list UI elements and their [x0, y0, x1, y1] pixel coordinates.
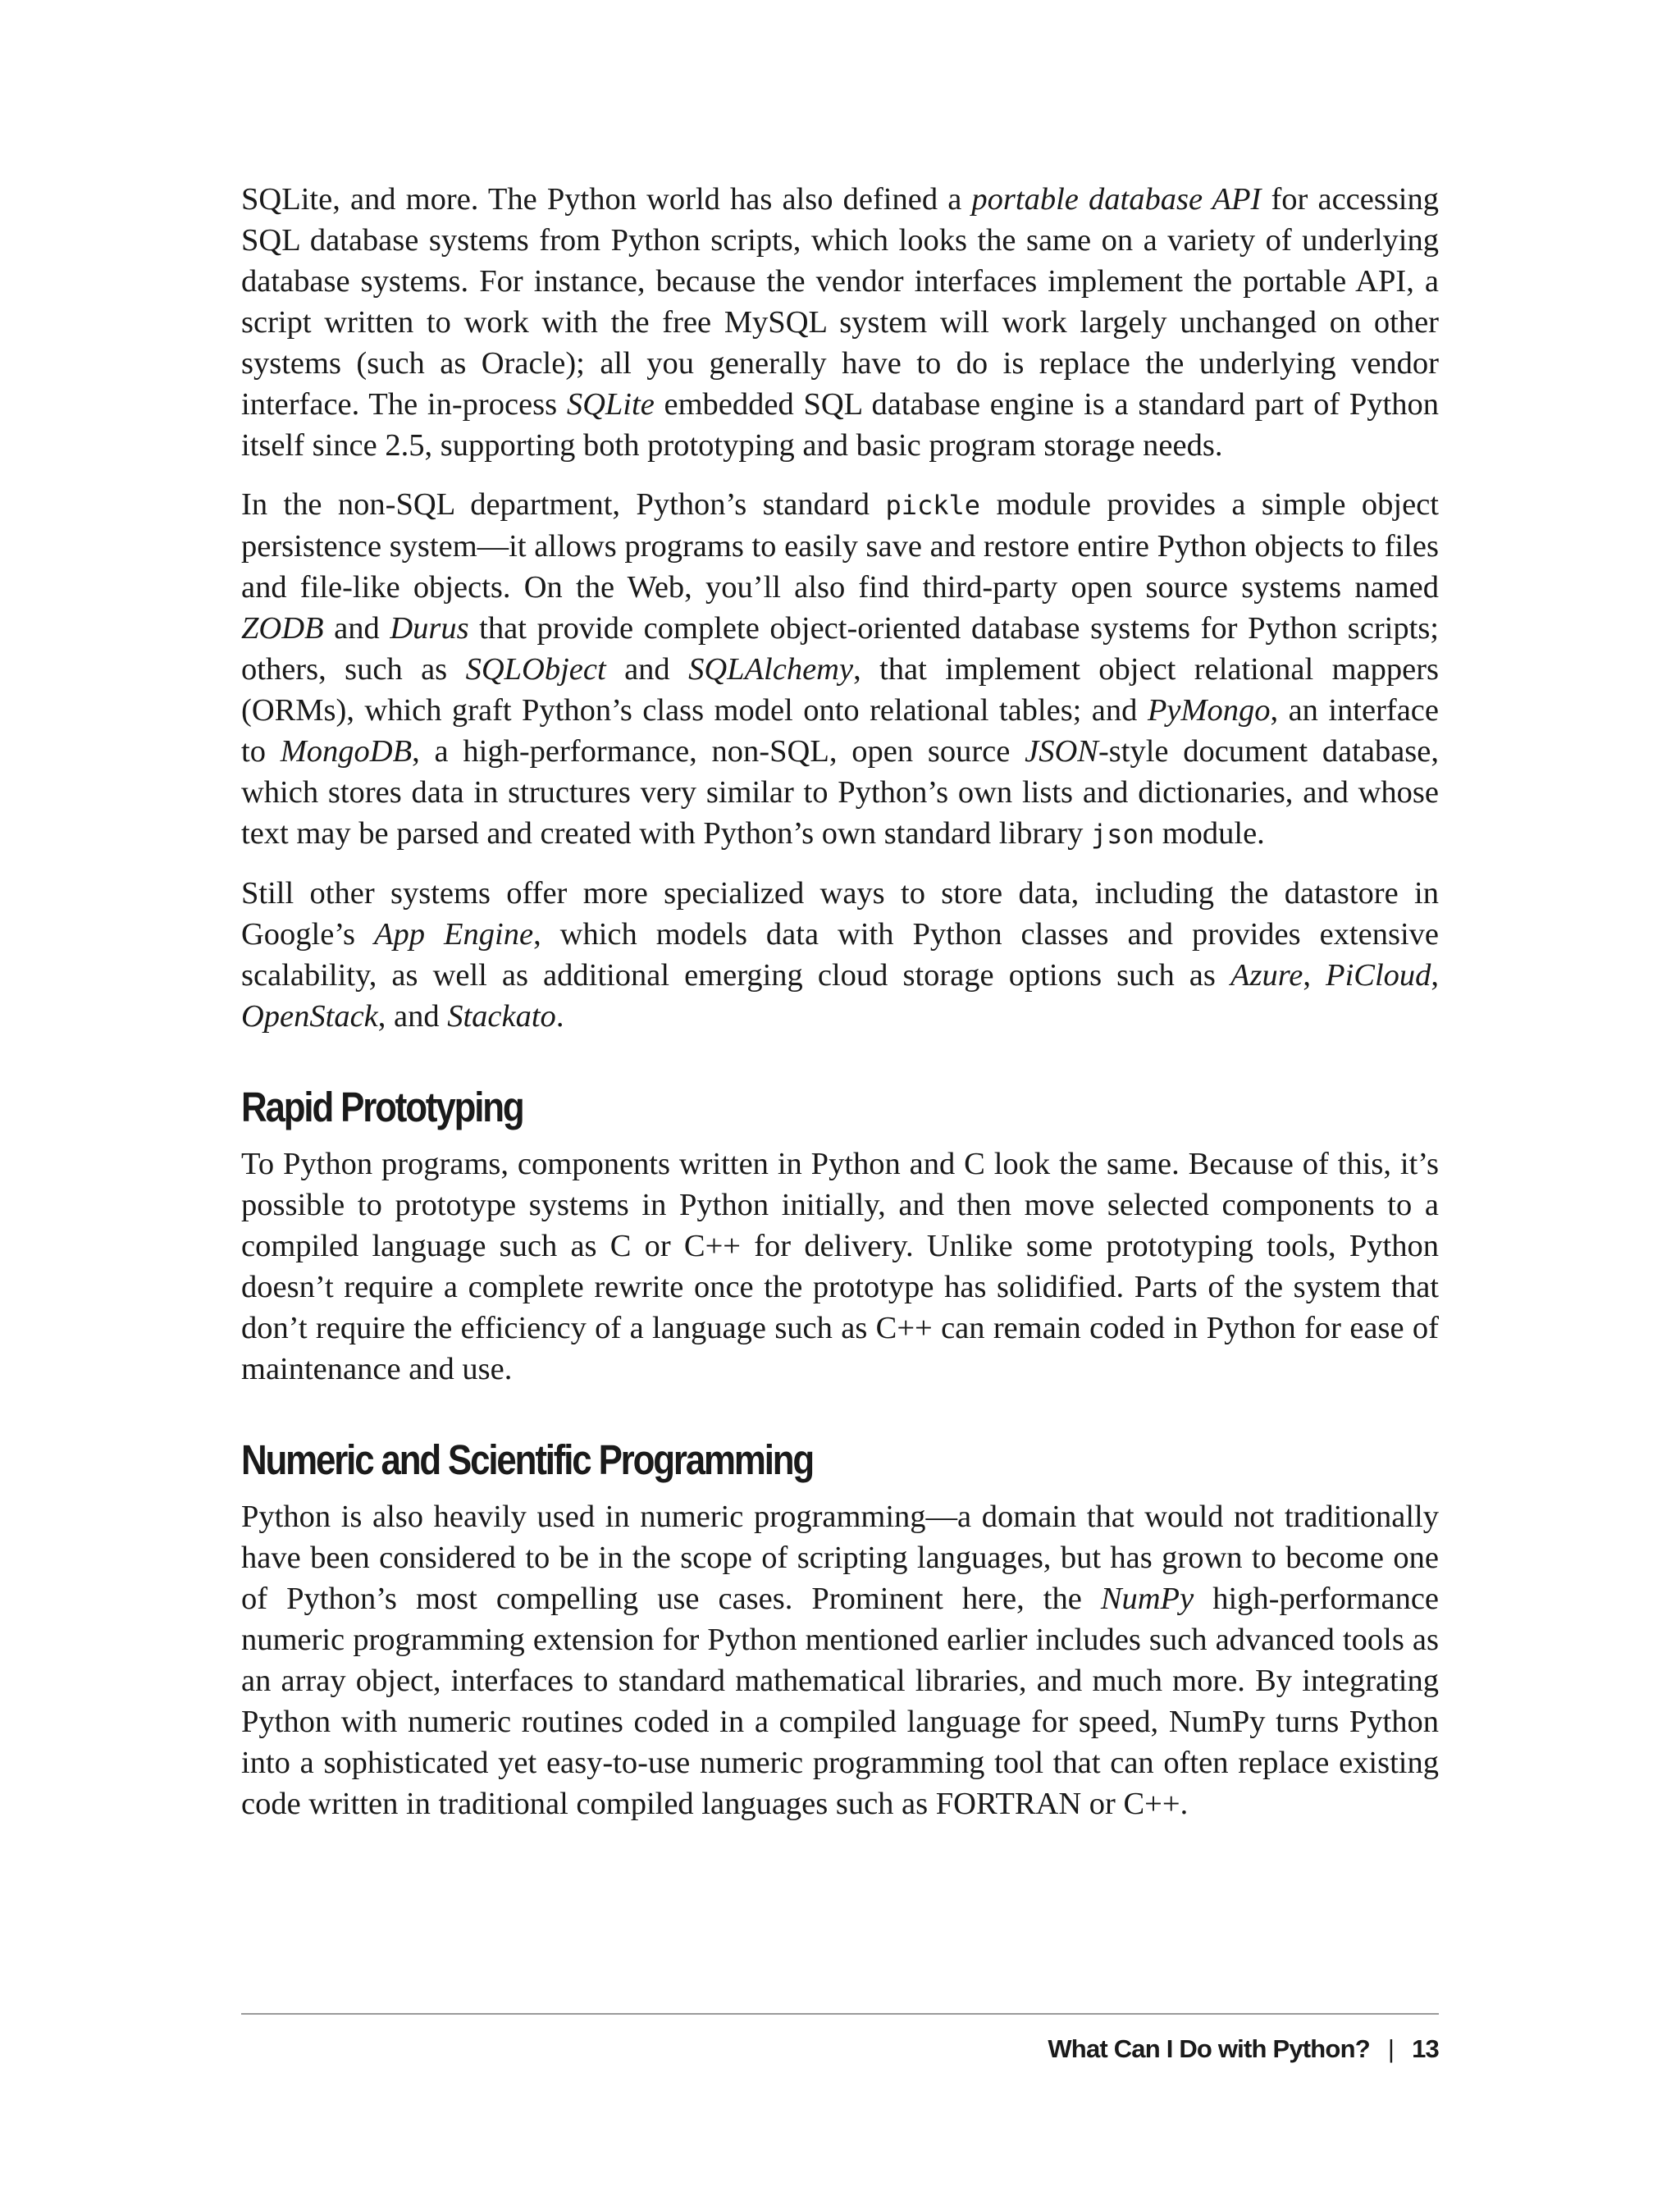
emphasis-run: Durus: [390, 611, 469, 646]
text-run: embedded SQL database engine is a standard part of Python itself since 2.5, supporting both prototyping and basic program storage needs.: [241, 387, 1439, 463]
text-run: To Python programs, components written in Python and C look the same. Because of this, it’s possible to prototype systems in Python initially, and then move selected components to a compiled language such as C or C++ for delivery. Unlike some prototyping tools, Python doesn’t require a complete rewrite once the prototype has solidified. Parts of the system that don’t require the efficiency of a language such as C++ can remain coded in Python for ease of maintenance and use.: [241, 1147, 1439, 1386]
text-run: In the non-SQL department, Python’s standard: [241, 487, 886, 522]
text-run: , and: [377, 999, 448, 1034]
text-run: and: [323, 611, 390, 646]
paragraph-prototyping: [241, 1144, 1439, 1390]
emphasis-run: portable database API: [971, 182, 1262, 217]
text-run: module provides a simple object persistence system—it allows programs to easily save and restore entire Python objects to files and file-like objects. On the Web, you’ll also find third-party open source systems named: [241, 487, 1440, 605]
text-run: high-performance numeric programming extension for Python mentioned earlier includes such advanced tools as an array object, interfaces to standard mathematical libraries, and much more. By integrating Python with numeric routines coded in a compiled language for speed, NumPy turns Python into a sophisticated yet easy-to-use numeric programming tool that can often replace existing code written in traditional compiled languages such as FORTRAN or C++.: [241, 1582, 1439, 1821]
emphasis-run: SQLAlchemy: [688, 652, 854, 687]
text-run: -style document database, which stores data in structures very similar to Python’s own lists and dictionaries, and whose text may be parsed and created with Python’s own standard library: [241, 734, 1439, 851]
page-content: [241, 179, 1439, 1842]
emphasis-run: SQLite: [566, 387, 655, 422]
emphasis-run: OpenStack: [241, 999, 378, 1034]
code-run: pickle: [885, 490, 981, 521]
footer-chapter-title: What Can I Do with Python?: [1048, 2034, 1370, 2063]
text-run: ,: [1431, 958, 1440, 993]
text-run: , that implement object relational mappers (ORMs), which graft Python’s class model onto relational tables; and: [241, 652, 1439, 728]
paragraph-cloud-storage: [241, 873, 1439, 1037]
text-run: Python is also heavily used in numeric programming—a domain that would not traditionally have been considered to be in the scope of scripting languages, but has grown to become one of Python’s most compelling use cases. Prominent here, the: [241, 1500, 1439, 1616]
emphasis-run: NumPy: [1100, 1582, 1194, 1616]
text-run: .: [555, 999, 564, 1034]
text-run: module.: [1154, 816, 1265, 851]
paragraph-non-sql: [241, 484, 1439, 855]
text-run: for accessing SQL database systems from Python scripts, which looks the same on a variety of underlying database systems. For instance, because the vendor interfaces implement the portable API, a script written to work with the free MySQL system will work largely unchanged on other systems (such as Oracle); all you generally have to do is replace the underlying vendor interface. The in-process: [241, 182, 1439, 422]
page-number: 13: [1412, 2034, 1439, 2063]
emphasis-run: PiCloud: [1326, 958, 1431, 993]
emphasis-run: ZODB: [241, 611, 324, 646]
text-run: SQLite, and more. The Python world has also defined a: [241, 182, 972, 217]
text-run: , a high-performance, non-SQL, open source: [412, 734, 1025, 769]
paragraph-database-api: [241, 179, 1439, 466]
emphasis-run: Stackato: [447, 999, 556, 1034]
text-run: , an interface to: [241, 693, 1439, 769]
emphasis-run: PyMongo: [1147, 693, 1271, 728]
page-footer: [1048, 2033, 1439, 2066]
text-run: , which models data with Python classes and provides extensive scalability, as well as additional emerging cloud storage options such as: [241, 917, 1439, 993]
text-run: Still other systems offer more specialized ways to store data, including the datastore in Google’s: [241, 876, 1439, 952]
paragraph-numeric: [241, 1496, 1439, 1824]
emphasis-run: Azure: [1230, 958, 1303, 993]
heading-rapid-prototyping: Rapid Prototyping: [241, 1084, 523, 1130]
emphasis-run: MongoDB: [280, 734, 413, 769]
footer-divider: [241, 2013, 1439, 2015]
code-run: json: [1091, 819, 1155, 850]
text-run: that provide complete object-oriented database systems for Python scripts; others, such as: [241, 611, 1439, 687]
emphasis-run: JSON: [1025, 734, 1098, 769]
footer-separator: |: [1387, 2034, 1395, 2063]
heading-numeric-programming: Numeric and Scientific Programming: [241, 1436, 814, 1483]
text-run: ,: [1303, 958, 1326, 993]
emphasis-run: SQLObject: [465, 652, 606, 687]
emphasis-run: App Engine: [374, 917, 534, 952]
text-run: and: [605, 652, 689, 687]
